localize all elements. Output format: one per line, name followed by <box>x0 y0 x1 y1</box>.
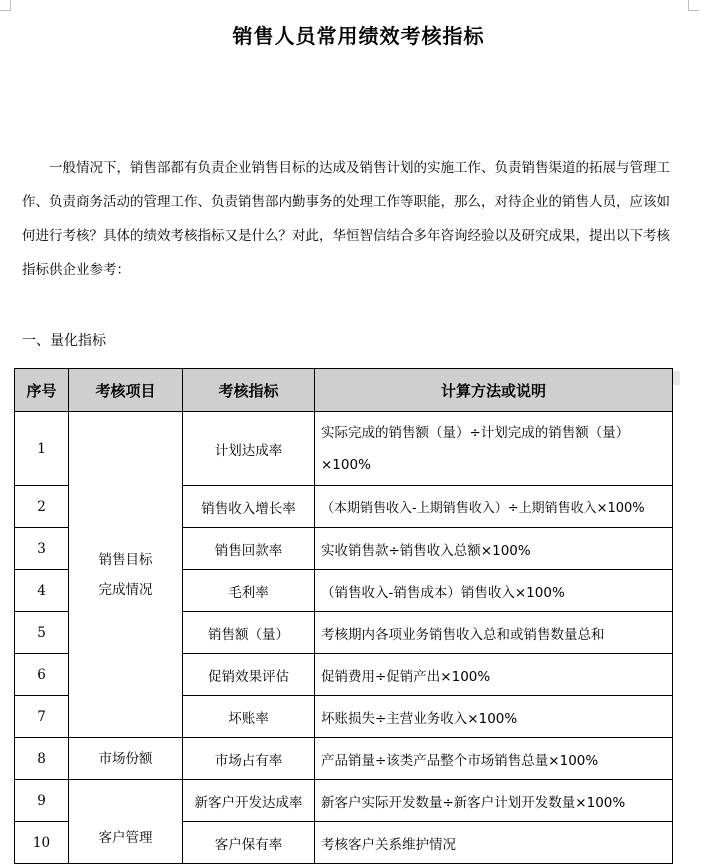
method-cell: 考核期内各项业务销售收入总和或销售数量总和 <box>315 612 673 654</box>
indicator-cell: 客户保有率 <box>183 822 315 864</box>
row-number: 2 <box>15 486 69 528</box>
method-cell: 促销费用÷促销产出×100% <box>315 654 673 696</box>
header-item: 考核项目 <box>69 369 183 412</box>
row-number: 3 <box>15 528 69 570</box>
scroll-indicator <box>672 371 680 385</box>
indicator-cell: 毛利率 <box>183 570 315 612</box>
header-method: 计算方法或说明 <box>315 369 673 412</box>
table-row <box>15 738 673 780</box>
category-market-share: 市场份额 <box>69 738 183 780</box>
method-cell: 新客户实际开发数量÷新客户计划开发数量×100% <box>315 780 673 822</box>
method-cell: 考核客户关系维护情况 <box>315 822 673 864</box>
table-row <box>15 780 673 822</box>
indicator-cell: 销售额（量） <box>183 612 315 654</box>
method-cell: 坏账损失÷主营业务收入×100% <box>315 696 673 738</box>
category-customer-management: 客户管理 <box>69 780 183 864</box>
indicator-cell: 销售回款率 <box>183 528 315 570</box>
table-header-row <box>15 369 673 412</box>
metrics-table <box>14 368 673 864</box>
category-line: 完成情况 <box>98 581 153 598</box>
row-number: 4 <box>15 570 69 612</box>
method-cell: （本期销售收入-上期销售收入）÷上期销售收入×100% <box>315 486 673 528</box>
section-heading: 一、量化指标 <box>22 333 106 349</box>
indicator-cell: 销售收入增长率 <box>183 486 315 528</box>
category-line: 销售目标 <box>98 551 153 568</box>
indicator-cell: 坏账率 <box>183 696 315 738</box>
row-number: 5 <box>15 612 69 654</box>
row-number: 6 <box>15 654 69 696</box>
table-row <box>15 412 673 486</box>
method-cell: 实际完成的销售额（量）÷计划完成的销售额（量）×100% <box>315 412 673 486</box>
indicator-cell: 市场占有率 <box>183 738 315 780</box>
intro-paragraph: 一般情况下，销售部都有负责企业销售目标的达成及销售计划的实施工作、负责销售渠道的拓展与管理工作、负责商务活动的管理工作、负责销售部内勤事务的处理工作等职能，那么，对待企业的销售人员，应该如何进行考核？具体的绩效考核指标又是什么？对此，华恒智信结合多年咨询经验以及研究成果，提出以下考核指标供企业参考： <box>22 160 670 278</box>
row-number: 7 <box>15 696 69 738</box>
header-indicator: 考核指标 <box>183 369 315 412</box>
page-corner-mark-left <box>0 0 11 11</box>
indicator-cell: 促销效果评估 <box>183 654 315 696</box>
document-title: 销售人员常用绩效考核指标 <box>232 24 485 48</box>
page-corner-mark-right <box>688 0 699 11</box>
indicator-cell: 计划达成率 <box>183 412 315 486</box>
row-number: 1 <box>15 412 69 486</box>
row-number: 8 <box>15 738 69 780</box>
method-cell: 实收销售款÷销售收入总额×100% <box>315 528 673 570</box>
header-index: 序号 <box>15 369 69 412</box>
method-cell: （销售收入-销售成本）销售收入×100% <box>315 570 673 612</box>
category-sales-target <box>69 412 183 738</box>
method-cell: 产品销量÷该类产品整个市场销售总量×100% <box>315 738 673 780</box>
row-number: 10 <box>15 822 69 864</box>
row-number: 9 <box>15 780 69 822</box>
indicator-cell: 新客户开发达成率 <box>183 780 315 822</box>
